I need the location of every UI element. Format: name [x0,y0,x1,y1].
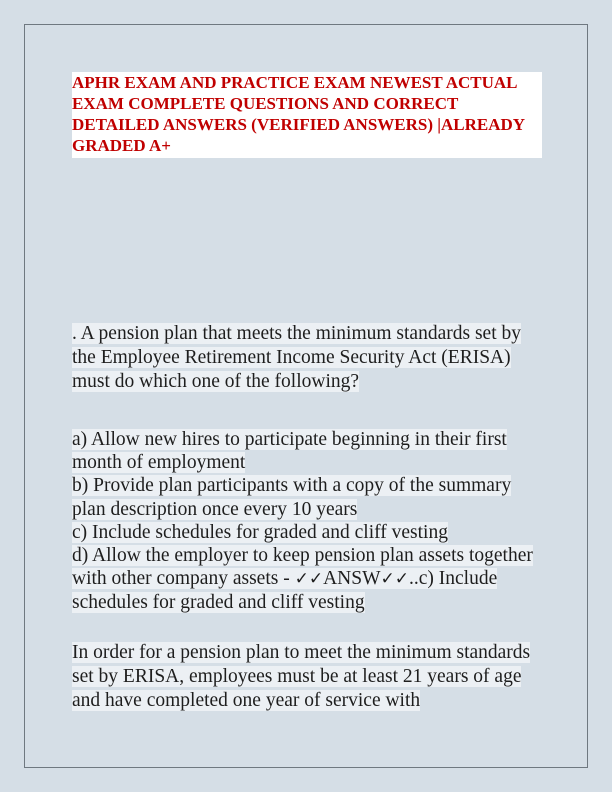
option-c: c) Include schedules for graded and cliff vesting [72,521,448,543]
option-d [72,545,533,613]
question-text [72,322,548,394]
checkmark-icon: ✓✓ [380,569,409,590]
checkmark-icon: ✓✓ [294,569,324,590]
question-text-highlight: . A pension plan that meets the minimum standards set by the Employee Retirement Income Security Act (ERISA) must do which one of the following? [72,323,521,392]
option-b: b) Provide plan participants with a copy of the summary plan description once every 10 years [72,475,512,520]
option-d-text: d) Allow the employer to keep pension plan assets together with other company assets - [72,545,533,590]
answer-options [72,428,548,615]
explanation-highlight: In order for a pension plan to meet the minimum standards set by ERISA, employees must be at least 21 years of age and have completed one year of service with [72,642,531,711]
answer-text: ..c) Include schedules for graded and cliff vesting [72,568,498,614]
document-title: APHR EXAM AND PRACTICE EXAM NEWEST ACTUAL EXAM COMPLETE QUESTIONS AND CORRECT DETAILED ANSWERS (VERIFIED ANSWERS) |ALREADY GRADED A+ [72,72,542,158]
answer-label: ANSW [323,568,381,590]
explanation-text [72,641,548,713]
option-a: a) Allow new hires to participate beginning in their first month of employment [72,429,507,474]
